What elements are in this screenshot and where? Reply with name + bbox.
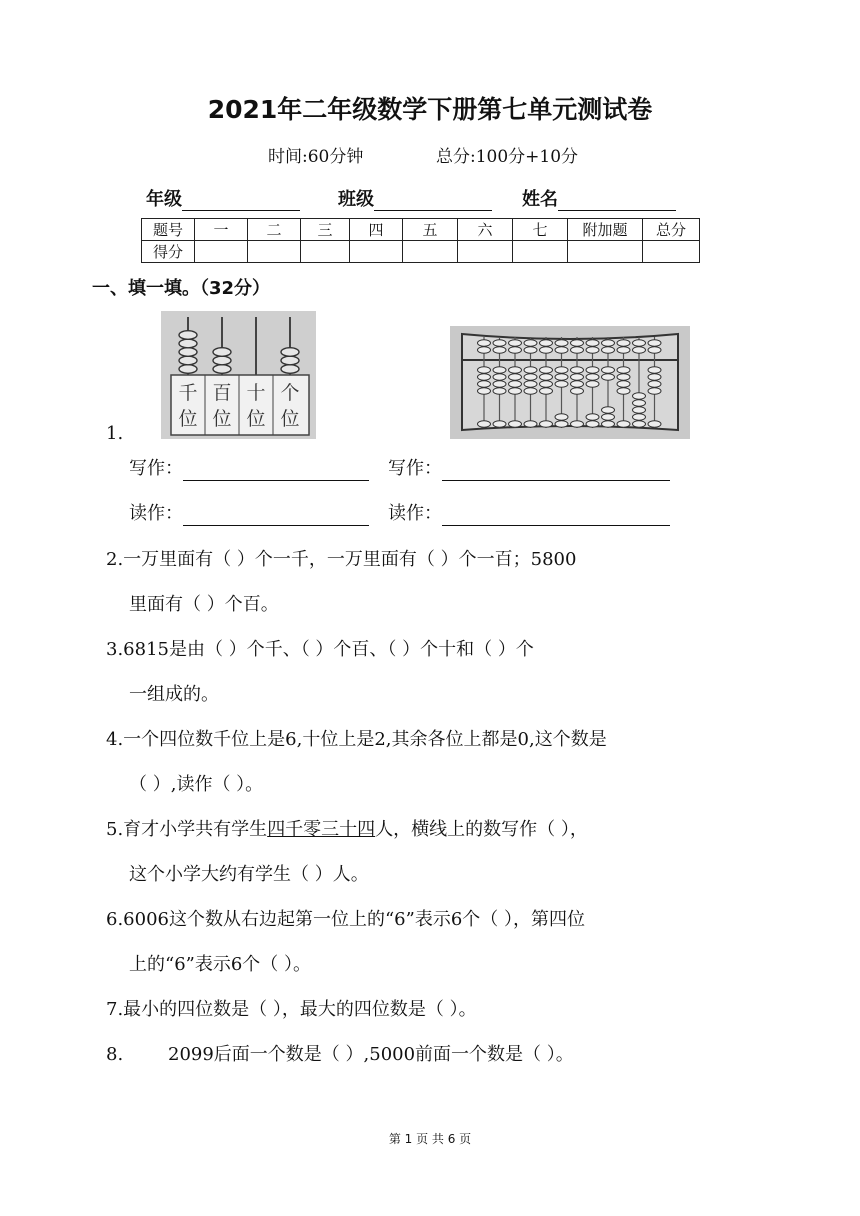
abacus2-lower-bead bbox=[648, 374, 661, 380]
abacus2-lower-bead bbox=[493, 367, 506, 373]
abacus2-upper-bead bbox=[617, 340, 630, 346]
abacus2-upper-bead bbox=[540, 347, 553, 353]
read-label: 读作： bbox=[129, 503, 183, 524]
abacus2-lower-bead bbox=[633, 400, 646, 406]
abacus1-label-thousands: 千 bbox=[178, 382, 198, 404]
question-5-line-2: 这个小学大约有学生（ ）人。 bbox=[129, 864, 369, 885]
abacus2-upper-bead bbox=[586, 340, 599, 346]
abacus2-lower-bead bbox=[555, 421, 568, 427]
q1-read-row-2 bbox=[388, 502, 670, 526]
abacus2-lower-bead bbox=[586, 367, 599, 373]
abacus2-lower-bead bbox=[617, 381, 630, 387]
page-footer: 第 1 页 共 6 页 bbox=[388, 1132, 472, 1146]
abacus2-lower-bead bbox=[478, 374, 491, 380]
abacus2-lower-bead bbox=[540, 388, 553, 394]
score-input-cell[interactable] bbox=[403, 241, 458, 263]
score-input-cell[interactable] bbox=[458, 241, 513, 263]
abacus2-upper-bead bbox=[633, 347, 646, 353]
abacus-suanpan-image bbox=[450, 326, 690, 439]
score-table-cell: 二 bbox=[248, 219, 301, 241]
write-label: 写作： bbox=[388, 458, 442, 479]
abacus2-lower-bead bbox=[571, 421, 584, 427]
score-input-cell[interactable] bbox=[350, 241, 403, 263]
abacus2-upper-bead bbox=[586, 347, 599, 353]
abacus1-bead bbox=[179, 348, 197, 357]
abacus1-label-hundreds: 百 bbox=[212, 382, 232, 404]
abacus1-bead bbox=[281, 348, 299, 357]
question-7: 7.最小的四位数是（ ），最大的四位数是（ ）。 bbox=[106, 999, 477, 1020]
abacus2-lower-bead bbox=[648, 367, 661, 373]
grade-field[interactable] bbox=[146, 185, 300, 211]
abacus2-upper-bead bbox=[524, 347, 537, 353]
score-table-cell: 题号 bbox=[142, 219, 195, 241]
abacus2-lower-bead bbox=[633, 421, 646, 427]
class-label: 班级 bbox=[338, 189, 374, 210]
q5-underlined-number: 四千零三十四 bbox=[267, 819, 376, 840]
score-table-header-row bbox=[142, 219, 700, 241]
question-8-text: 2099后面一个数是（ ）,5000前面一个数是（ ）。 bbox=[168, 1044, 574, 1065]
name-label: 姓名 bbox=[522, 189, 558, 210]
abacus2-lower-bead bbox=[602, 407, 615, 413]
score-table-score-row bbox=[142, 241, 700, 263]
abacus2-lower-bead bbox=[586, 414, 599, 420]
class-blank[interactable] bbox=[374, 190, 492, 211]
abacus2-lower-bead bbox=[540, 374, 553, 380]
abacus2-lower-bead bbox=[509, 367, 522, 373]
class-field[interactable] bbox=[338, 185, 492, 211]
score-table-cell: 一 bbox=[195, 219, 248, 241]
score-table bbox=[141, 218, 700, 263]
abacus2-upper-bead bbox=[493, 340, 506, 346]
question-6-line-1: 6.6006这个数从右边起第一位上的“6”表示6个（ ），第四位 bbox=[106, 909, 586, 930]
q1-read-row bbox=[129, 502, 369, 526]
score-table-cell: 附加题 bbox=[568, 219, 643, 241]
score-input-cell[interactable] bbox=[643, 241, 700, 263]
score-input-cell[interactable] bbox=[568, 241, 643, 263]
abacus2-upper-bead bbox=[571, 347, 584, 353]
name-blank[interactable] bbox=[558, 190, 676, 211]
abacus1-label-tens-2: 位 bbox=[246, 408, 266, 430]
question-3-line-2: 一组成的。 bbox=[129, 684, 219, 705]
q1-write-row bbox=[129, 457, 369, 481]
grade-label: 年级 bbox=[146, 189, 182, 210]
abacus2-lower-bead bbox=[602, 367, 615, 373]
abacus1-bead bbox=[213, 365, 231, 374]
q5-text-pre: 5.育才小学共有学生 bbox=[106, 819, 268, 840]
score-input-cell[interactable] bbox=[195, 241, 248, 263]
abacus2-upper-bead bbox=[509, 347, 522, 353]
abacus2-lower-bead bbox=[633, 407, 646, 413]
abacus2-upper-bead bbox=[602, 340, 615, 346]
abacus2-lower-bead bbox=[524, 374, 537, 380]
abacus2-upper-bead bbox=[602, 347, 615, 353]
abacus2-lower-bead bbox=[617, 388, 630, 394]
abacus2-lower-bead bbox=[524, 421, 537, 427]
read-answer-blank-2[interactable] bbox=[442, 507, 670, 526]
abacus2-lower-bead bbox=[493, 388, 506, 394]
abacus2-lower-bead bbox=[524, 367, 537, 373]
abacus2-lower-bead bbox=[617, 374, 630, 380]
abacus2-lower-bead bbox=[540, 381, 553, 387]
abacus2-lower-bead bbox=[555, 414, 568, 420]
section-heading: 一、填一填。（32分） bbox=[92, 278, 271, 299]
q1-write-row-2 bbox=[388, 457, 670, 481]
abacus2-lower-bead bbox=[571, 388, 584, 394]
score-table-cell: 三 bbox=[301, 219, 350, 241]
abacus2-lower-bead bbox=[540, 367, 553, 373]
abacus2-lower-bead bbox=[478, 388, 491, 394]
abacus2-upper-bead bbox=[478, 340, 491, 346]
abacus1-bead bbox=[179, 356, 197, 365]
abacus2-lower-bead bbox=[555, 381, 568, 387]
score-input-cell[interactable] bbox=[248, 241, 301, 263]
abacus2-lower-bead bbox=[509, 421, 522, 427]
abacus2-lower-bead bbox=[493, 381, 506, 387]
write-answer-blank-2[interactable] bbox=[442, 462, 670, 481]
abacus2-lower-bead bbox=[524, 388, 537, 394]
abacus2-upper-bead bbox=[648, 340, 661, 346]
abacus1-bead bbox=[179, 339, 197, 348]
abacus2-lower-bead bbox=[633, 414, 646, 420]
abacus2-lower-bead bbox=[478, 381, 491, 387]
abacus1-bead bbox=[281, 365, 299, 374]
page-title: 2021年二年级数学下册第七单元测试卷 bbox=[207, 95, 653, 124]
name-field[interactable] bbox=[522, 185, 676, 211]
score-table-cell: 六 bbox=[458, 219, 513, 241]
abacus2-lower-bead bbox=[586, 374, 599, 380]
question-2-line-2: 里面有（ ）个百。 bbox=[129, 594, 279, 615]
abacus2-lower-bead bbox=[478, 367, 491, 373]
question-5-line-1 bbox=[106, 818, 588, 842]
abacus2-lower-bead bbox=[648, 388, 661, 394]
abacus2-lower-bead bbox=[633, 393, 646, 399]
abacus1-bead bbox=[213, 348, 231, 357]
abacus2-upper-bead bbox=[509, 340, 522, 346]
question-6-line-2: 上的“6”表示6个（ ）。 bbox=[129, 954, 312, 975]
abacus1-label-hundreds-2: 位 bbox=[212, 408, 232, 430]
abacus1-label-ones-2: 位 bbox=[280, 408, 300, 430]
abacus1-bead bbox=[179, 365, 197, 374]
abacus2-upper-bead bbox=[617, 347, 630, 353]
abacus2-lower-bead bbox=[509, 388, 522, 394]
abacus2-lower-bead bbox=[493, 374, 506, 380]
abacus2-upper-bead bbox=[648, 347, 661, 353]
abacus2-lower-bead bbox=[571, 374, 584, 380]
abacus2-upper-bead bbox=[633, 340, 646, 346]
abacus2-upper-bead bbox=[555, 347, 568, 353]
abacus2-lower-bead bbox=[602, 374, 615, 380]
abacus1-label-ones: 个 bbox=[280, 382, 300, 404]
abacus1-bead bbox=[281, 356, 299, 365]
exam-total: 总分:100分+10分 bbox=[436, 147, 579, 167]
abacus2-lower-bead bbox=[586, 381, 599, 387]
abacus2-lower-bead bbox=[602, 414, 615, 420]
score-input-cell[interactable] bbox=[513, 241, 568, 263]
abacus2-lower-bead bbox=[478, 421, 491, 427]
abacus2-lower-bead bbox=[524, 381, 537, 387]
abacus2-lower-bead bbox=[555, 367, 568, 373]
abacus-place-value-image bbox=[161, 311, 316, 439]
abacus2-upper-bead bbox=[555, 340, 568, 346]
abacus2-upper-bead bbox=[478, 347, 491, 353]
question-4-line-2: （ ）,读作（ ）。 bbox=[129, 774, 264, 795]
question-1-number: 1. bbox=[106, 423, 124, 444]
read-label: 读作： bbox=[388, 503, 442, 524]
abacus2-lower-bead bbox=[586, 421, 599, 427]
score-table-cell: 七 bbox=[513, 219, 568, 241]
abacus2-lower-bead bbox=[555, 374, 568, 380]
abacus2-lower-bead bbox=[571, 367, 584, 373]
abacus1-label-tens: 十 bbox=[246, 382, 266, 404]
score-table-cell: 得分 bbox=[142, 241, 195, 263]
abacus2-upper-bead bbox=[540, 340, 553, 346]
grade-blank[interactable] bbox=[182, 190, 300, 211]
score-table-cell: 总分 bbox=[643, 219, 700, 241]
abacus2-lower-bead bbox=[602, 421, 615, 427]
abacus2-lower-bead bbox=[509, 374, 522, 380]
abacus2-lower-bead bbox=[648, 421, 661, 427]
abacus2-lower-bead bbox=[571, 381, 584, 387]
abacus1-label-thousands-2: 位 bbox=[178, 408, 198, 430]
abacus2-upper-bead bbox=[571, 340, 584, 346]
abacus2-lower-bead bbox=[509, 381, 522, 387]
question-8-number: 8. bbox=[106, 1044, 124, 1065]
abacus2-upper-bead bbox=[524, 340, 537, 346]
abacus2-lower-bead bbox=[493, 421, 506, 427]
abacus2-upper-bead bbox=[493, 347, 506, 353]
abacus2-lower-bead bbox=[540, 421, 553, 427]
question-4-line-1: 4.一个四位数千位上是6,十位上是2,其余各位上都是0,这个数是 bbox=[106, 729, 607, 750]
score-table-cell: 五 bbox=[403, 219, 458, 241]
score-input-cell[interactable] bbox=[301, 241, 350, 263]
abacus2-lower-bead bbox=[648, 381, 661, 387]
score-table-cell: 四 bbox=[350, 219, 403, 241]
question-2-line-1: 2.一万里面有（ ）个一千，一万里面有（ ）个一百；5800 bbox=[106, 549, 577, 570]
q5-text-post: 人，横线上的数写作（ ）， bbox=[375, 819, 588, 840]
exam-time: 时间:60分钟 bbox=[268, 147, 364, 167]
abacus1-bead bbox=[179, 331, 197, 340]
read-answer-blank-1[interactable] bbox=[183, 507, 369, 526]
abacus2-lower-bead bbox=[617, 367, 630, 373]
write-label: 写作： bbox=[129, 458, 183, 479]
question-3-line-1: 3.6815是由（ ）个千、（ ）个百、（ ）个十和（ ）个 bbox=[106, 639, 534, 660]
abacus2-lower-bead bbox=[617, 421, 630, 427]
abacus1-bead bbox=[213, 356, 231, 365]
write-answer-blank-1[interactable] bbox=[183, 462, 369, 481]
